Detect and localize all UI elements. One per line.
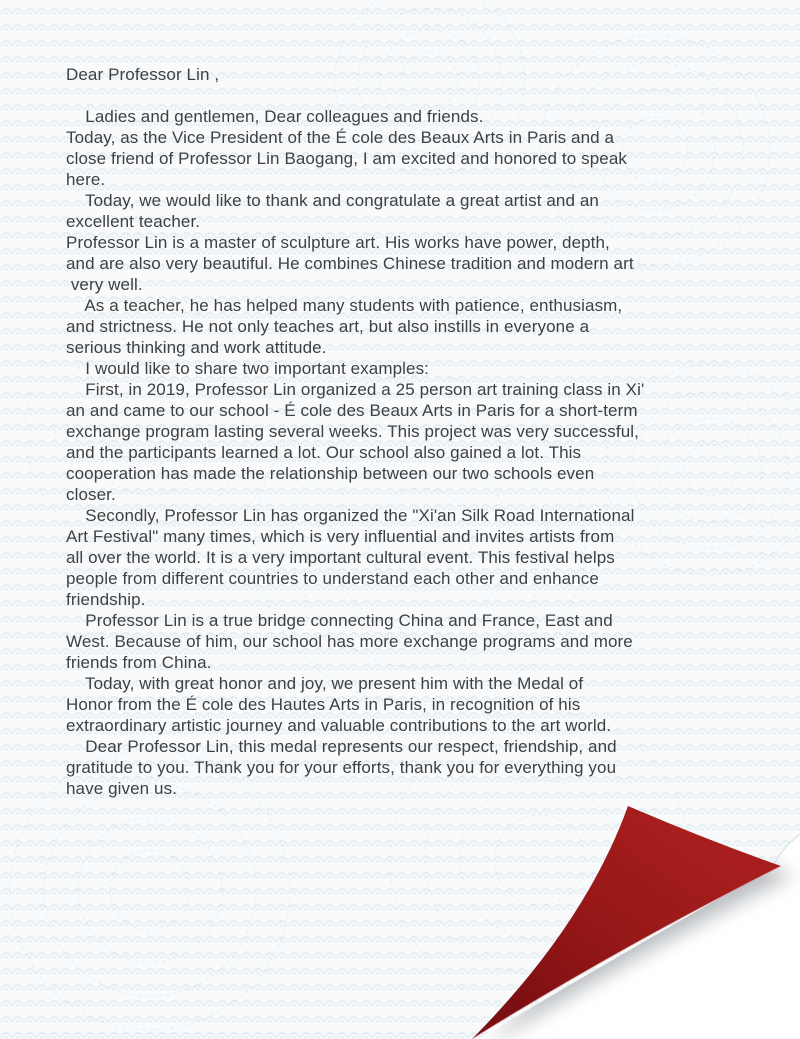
- letter-line: people from different countries to understand each other and enhance: [66, 569, 599, 588]
- letter-line: Secondly, Professor Lin has organized the "Xi'an Silk Road International: [66, 506, 635, 525]
- letter-line: friends from China.: [66, 653, 212, 672]
- letter-line: Art Festival" many times, which is very influential and invites artists from: [66, 527, 615, 546]
- letter-line: Dear Professor Lin, this medal represents our respect, friendship, and: [66, 737, 617, 756]
- letter-line: extraordinary artistic journey and valuable contributions to the art world.: [66, 716, 612, 735]
- letter-line: serious thinking and work attitude.: [66, 338, 327, 357]
- letter-body: [66, 64, 766, 799]
- letter-line: [66, 85, 766, 106]
- letter-line: closer.: [66, 485, 116, 504]
- letter-line: Ladies and gentlemen, Dear colleagues and friends.: [66, 107, 484, 126]
- letter-line: close friend of Professor Lin Baogang, I am excited and honored to speak: [66, 149, 627, 168]
- letter-line: Dear Professor Lin ,: [66, 65, 220, 84]
- letter-line: excellent teacher.: [66, 212, 201, 231]
- letter-line: Professor Lin is a master of sculpture art. His works have power, depth,: [66, 233, 610, 252]
- letter-line: First, in 2019, Professor Lin organized a 25 person art training class in Xi': [66, 380, 645, 399]
- letter-line: friendship.: [66, 590, 146, 609]
- letter-line: all over the world. It is a very important cultural event. This festival helps: [66, 548, 615, 567]
- letter-line: Today, as the Vice President of the É cole des Beaux Arts in Paris and a: [66, 128, 615, 147]
- letter-line: Honor from the É cole des Hautes Arts in Paris, in recognition of his: [66, 695, 581, 714]
- letter-line: gratitude to you. Thank you for your efforts, thank you for everything you: [66, 758, 617, 777]
- letter-line: I would like to share two important examples:: [66, 359, 430, 378]
- letter-line: and strictness. He not only teaches art, but also instills in everyone a: [66, 317, 590, 336]
- letter-line: cooperation has made the relationship between our two schools even: [66, 464, 595, 483]
- letter-line: an and came to our school - É cole des Beaux Arts in Paris for a short-term: [66, 401, 638, 420]
- letter-line: Professor Lin is a true bridge connecting China and France, East and: [66, 611, 613, 630]
- letter-line: very well.: [66, 275, 143, 294]
- letter-line: As a teacher, he has helped many students with patience, enthusiasm,: [66, 296, 623, 315]
- letter-line: West. Because of him, our school has more exchange programs and more: [66, 632, 633, 651]
- letter-line: and are also very beautiful. He combines Chinese tradition and modern art: [66, 254, 634, 273]
- letter-line: have given us.: [66, 779, 178, 798]
- letter-line: Today, with great honor and joy, we present him with the Medal of: [66, 674, 584, 693]
- letter-line: and the participants learned a lot. Our school also gained a lot. This: [66, 443, 582, 462]
- letter-line: Today, we would like to thank and congratulate a great artist and an: [66, 191, 599, 210]
- letter-line: exchange program lasting several weeks. This project was very successful,: [66, 422, 639, 441]
- letter-line: here.: [66, 170, 106, 189]
